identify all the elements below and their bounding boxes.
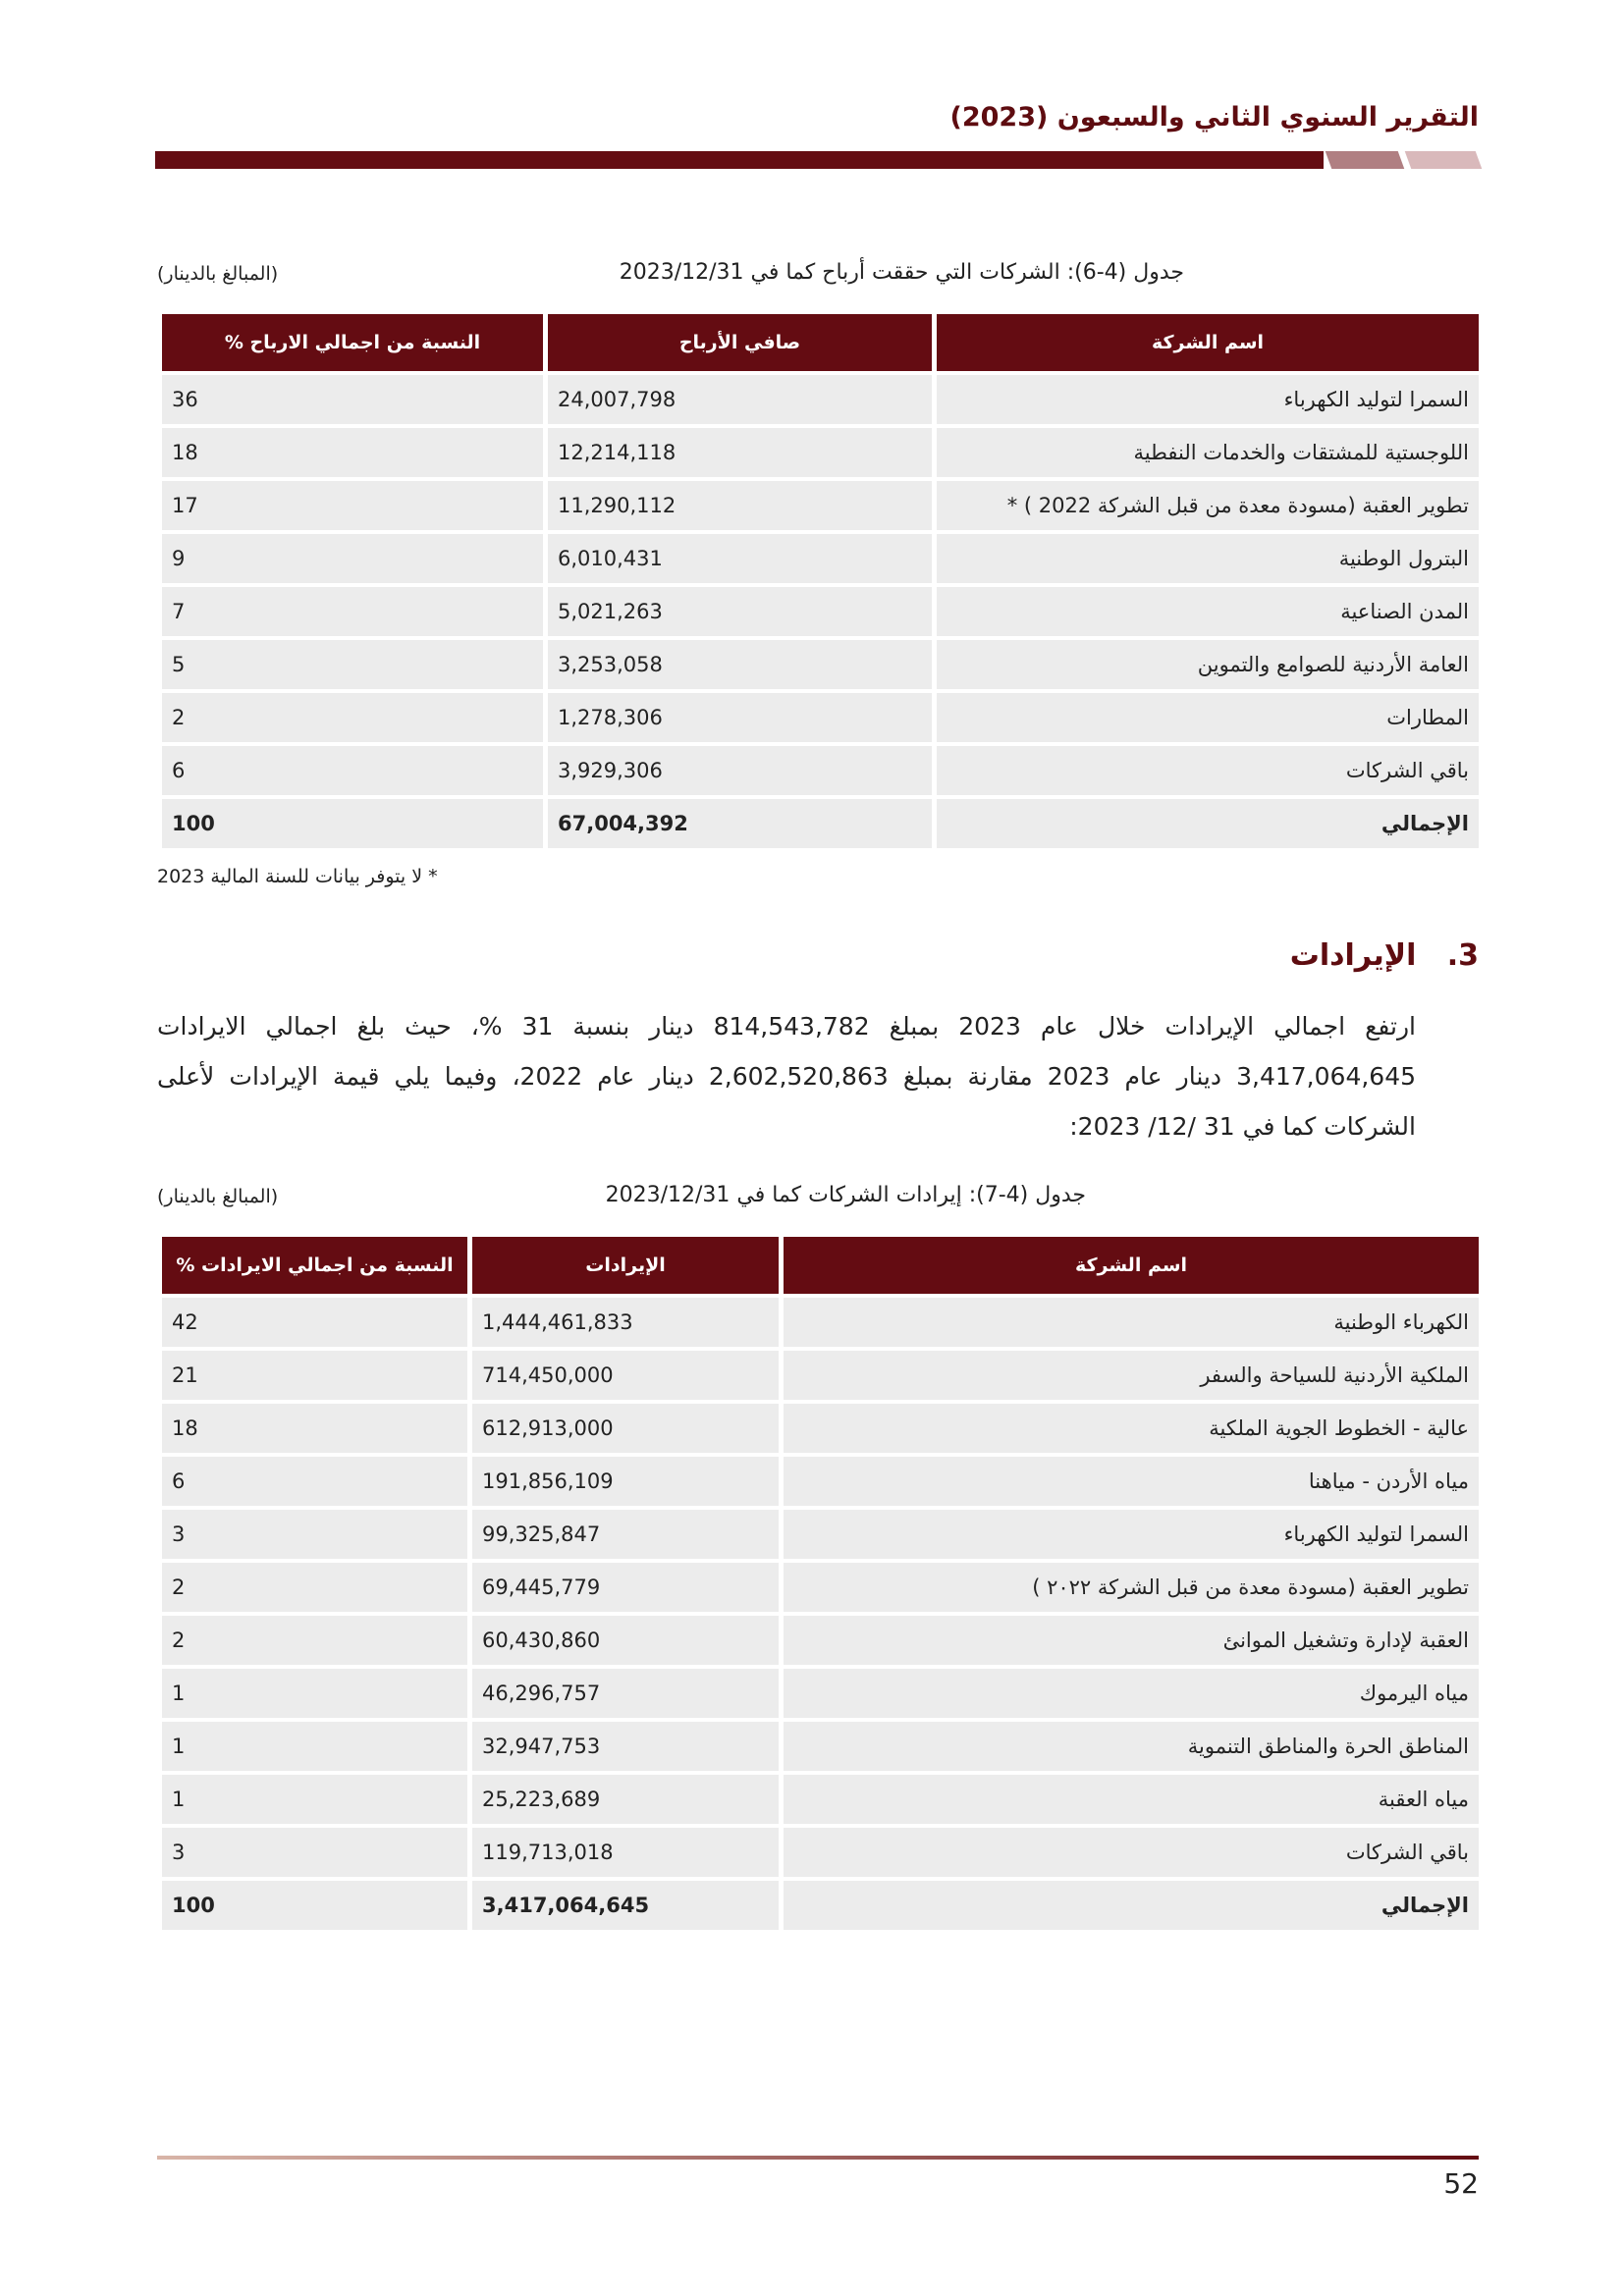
amount: 67,004,392: [548, 799, 932, 848]
percentage: 42: [162, 1298, 467, 1347]
company-name: باقي الشركات: [937, 746, 1479, 795]
company-name: السمرا لتوليد الكهرباء: [784, 1510, 1479, 1559]
table-row: [162, 640, 1479, 689]
table1-unit: (المبالغ بالدينار): [157, 263, 279, 285]
percentage: 21: [162, 1351, 467, 1400]
company-name: تطوير العقبة (مسودة معدة من قبل الشركة ٢٠٢٢ ): [784, 1563, 1479, 1612]
company-name: المناطق الحرة والمناطق التنموية: [784, 1722, 1479, 1771]
percentage: 1: [162, 1775, 467, 1824]
amount: 714,450,000: [472, 1351, 779, 1400]
table-row: [162, 1404, 1479, 1453]
amount: 24,007,798: [548, 375, 932, 424]
company-name: العقبة لإدارة وتشغيل الموانئ: [784, 1616, 1479, 1665]
company-name: المدن الصناعية: [937, 587, 1479, 636]
percentage: 2: [162, 693, 543, 742]
table-row: [162, 1351, 1479, 1400]
company-name: السمرا لتوليد الكهرباء: [937, 375, 1479, 424]
revenue-paragraph: ارتفع اجمالي الإيرادات خلال عام 2023 بمبلغ 814,543,782 دينار بنسبة 31 %، حيث بلغ اجمالي الايرادات 3,417,064,645 دينار عام 2023 مقارنة بمبلغ 2,602,520,863 دينار عام 2022، وفيما يلي قيمة الإيرادات لأعلى الشركات كما في 31 /12/ 2023:: [157, 1012, 1417, 1141]
col-revenue-share: النسبة من اجمالي الايرادات %: [162, 1237, 467, 1294]
percentage: 100: [162, 1881, 467, 1930]
amount: 11,290,112: [548, 481, 932, 530]
col-revenue: الإيرادات: [472, 1237, 779, 1294]
amount: 3,929,306: [548, 746, 932, 795]
amount: 119,713,018: [472, 1828, 779, 1877]
table2-caption: جدول (4-7): إيرادات الشركات كما في 2023/12/31: [605, 1183, 1086, 1207]
table-row: [162, 428, 1479, 477]
revenues-table: [157, 1233, 1484, 1934]
amount: 6,010,431: [548, 534, 932, 583]
header-bar: [155, 151, 1324, 169]
table-row: [162, 375, 1479, 424]
section-heading: [1290, 938, 1479, 973]
company-name: مياه اليرموك: [784, 1669, 1479, 1718]
amount: 191,856,109: [472, 1457, 779, 1506]
percentage: 3: [162, 1828, 467, 1877]
percentage: 9: [162, 534, 543, 583]
total-row: [162, 1881, 1479, 1930]
table-row: [162, 534, 1479, 583]
table2-unit: (المبالغ بالدينار): [157, 1186, 279, 1207]
company-name: مياه الأردن - مياهنا: [784, 1457, 1479, 1506]
total-row: [162, 799, 1479, 848]
col-company: اسم الشركة: [937, 314, 1479, 371]
percentage: 18: [162, 428, 543, 477]
company-name: الإجمالي: [784, 1881, 1479, 1930]
header-bar-accent: [1326, 151, 1405, 169]
report-title: التقرير السنوي الثاني والسبعون (2023): [949, 102, 1479, 133]
company-name: الملكية الأردنية للسياحة والسفر: [784, 1351, 1479, 1400]
percentage: 1: [162, 1669, 467, 1718]
amount: 5,021,263: [548, 587, 932, 636]
footnote: * لا يتوفر بيانات للسنة المالية 2023: [157, 866, 438, 887]
profits-table: [157, 310, 1484, 852]
amount: 32,947,753: [472, 1722, 779, 1771]
amount: 1,278,306: [548, 693, 932, 742]
amount: 3,417,064,645: [472, 1881, 779, 1930]
percentage: 17: [162, 481, 543, 530]
col-profit-share: النسبة من اجمالي الارباح %: [162, 314, 543, 371]
table-row: [162, 1298, 1479, 1347]
col-company: اسم الشركة: [784, 1237, 1479, 1294]
header-bar-accent-light: [1405, 151, 1483, 169]
amount: 12,214,118: [548, 428, 932, 477]
percentage: 18: [162, 1404, 467, 1453]
table-row: [162, 1669, 1479, 1718]
table-row: [162, 1722, 1479, 1771]
table-row: [162, 481, 1479, 530]
table-row: [162, 1563, 1479, 1612]
table-row: [162, 693, 1479, 742]
table-row: [162, 1828, 1479, 1877]
company-name: الإجمالي: [937, 799, 1479, 848]
amount: 99,325,847: [472, 1510, 779, 1559]
percentage: 100: [162, 799, 543, 848]
company-name: باقي الشركات: [784, 1828, 1479, 1877]
section-title: الإيرادات: [1289, 938, 1417, 973]
col-net-profit: صافي الأرباح: [548, 314, 932, 371]
table-row: [162, 746, 1479, 795]
company-name: مياه العقبة: [784, 1775, 1479, 1824]
table-row: [162, 587, 1479, 636]
table-row: [162, 1616, 1479, 1665]
company-name: المطارات: [937, 693, 1479, 742]
company-name: اللوجستية للمشتقات والخدمات النفطية: [937, 428, 1479, 477]
amount: 3,253,058: [548, 640, 932, 689]
company-name: تطوير العقبة (مسودة معدة من قبل الشركة 2022 ) *: [937, 481, 1479, 530]
company-name: البترول الوطنية: [937, 534, 1479, 583]
amount: 60,430,860: [472, 1616, 779, 1665]
amount: 1,444,461,833: [472, 1298, 779, 1347]
percentage: 6: [162, 1457, 467, 1506]
table1-caption: جدول (4-6): الشركات التي حققت أرباح كما في 2023/12/31: [619, 260, 1184, 285]
percentage: 3: [162, 1510, 467, 1559]
amount: 46,296,757: [472, 1669, 779, 1718]
company-name: الكهرباء الوطنية: [784, 1298, 1479, 1347]
amount: 612,913,000: [472, 1404, 779, 1453]
percentage: 5: [162, 640, 543, 689]
page-number: 52: [1443, 2167, 1479, 2200]
percentage: 1: [162, 1722, 467, 1771]
table-row: [162, 1775, 1479, 1824]
percentage: 36: [162, 375, 543, 424]
percentage: 2: [162, 1563, 467, 1612]
company-name: عالية - الخطوط الجوية الملكية: [784, 1404, 1479, 1453]
footer-line: [157, 2156, 1479, 2160]
percentage: 6: [162, 746, 543, 795]
amount: 25,223,689: [472, 1775, 779, 1824]
section-number: 3.: [1446, 938, 1479, 973]
amount: 69,445,779: [472, 1563, 779, 1612]
table-row: [162, 1457, 1479, 1506]
company-name: العامة الأردنية للصوامع والتموين: [937, 640, 1479, 689]
percentage: 7: [162, 587, 543, 636]
percentage: 2: [162, 1616, 467, 1665]
table-row: [162, 1510, 1479, 1559]
